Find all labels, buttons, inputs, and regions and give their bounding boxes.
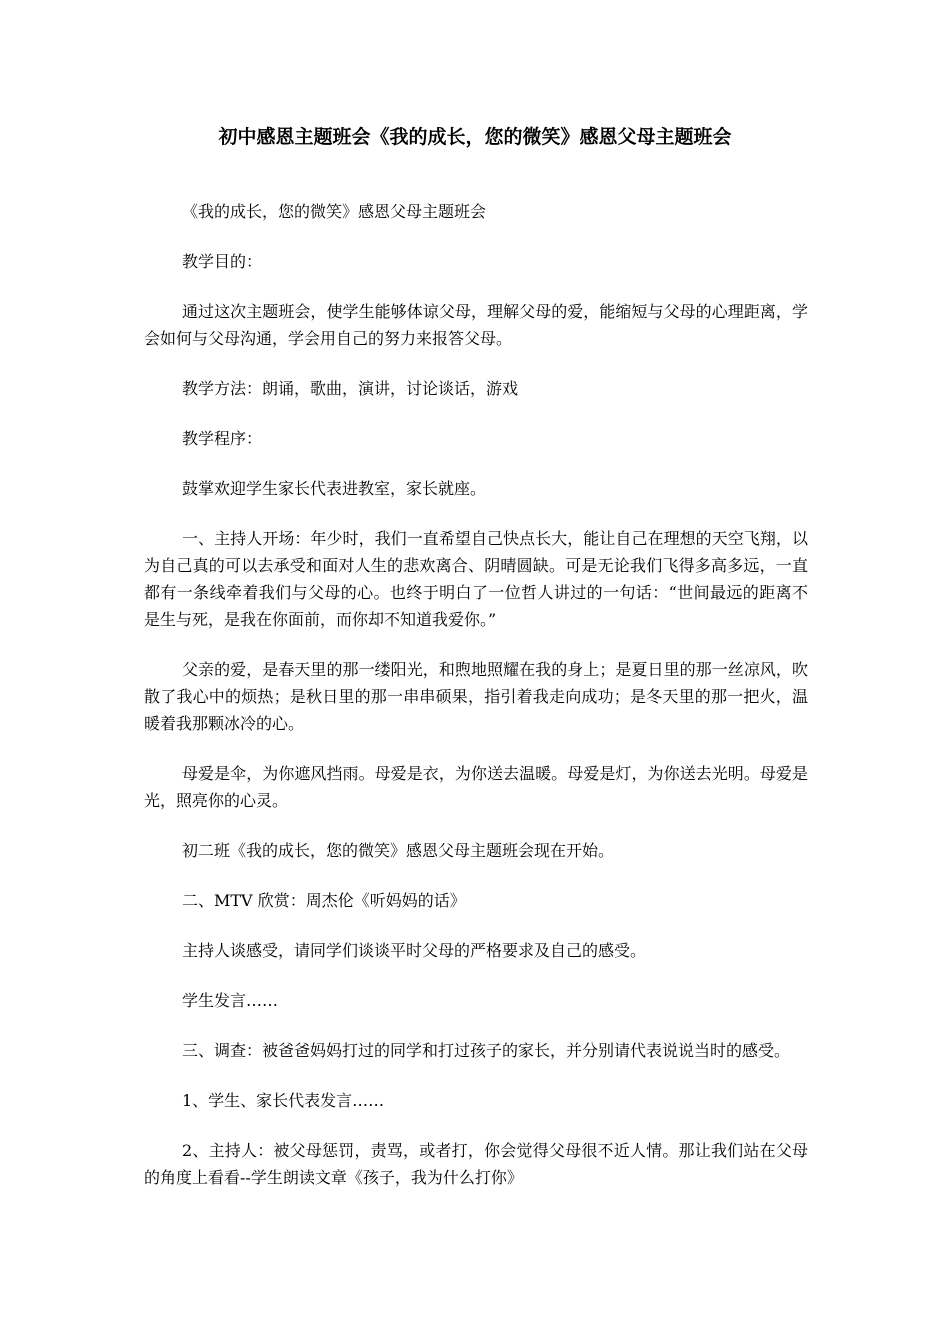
paragraph-mother-love: 母爱是伞，为你遮风挡雨。母爱是衣，为你送去温暖。母爱是灯，为你送去光明。母爱是光，照亮你的心灵。 [144, 764, 808, 810]
paragraph-methods: 教学方法：朗诵，歌曲，演讲，讨论谈话，游戏 [182, 379, 519, 398]
paragraph-procedure-heading: 教学程序： [182, 429, 263, 448]
paragraph-survey: 三、调查：被爸爸妈妈打过的同学和打过孩子的家长，并分别请代表说说当时的感受。 [182, 1041, 791, 1060]
paragraph-student-speech: 学生发言…… [182, 991, 279, 1010]
paragraph-objective: 通过这次主题班会，使学生能够体谅父母，理解父母的爱，能缩短与父母的心理距离，学会如何与父母沟通，学会用自己的努力来报答父母。 [144, 302, 808, 348]
paragraph-start: 初二班《我的成长，您的微笑》感恩父母主题班会现在开始。 [182, 841, 615, 860]
document-body [144, 198, 808, 1214]
paragraph-mtv: 二、MTV 欣赏：周杰伦《听妈妈的话》 [182, 891, 466, 910]
paragraph-objective-heading: 教学目的： [182, 252, 263, 271]
paragraph-host-opening: 一、主持人开场：年少时，我们一直希望自己快点长大，能让自己在理想的天空飞翔，以为自己真的可以去承受和面对人生的悲欢离合、阴晴圆缺。可是无论我们飞得多高多远，一直都有一条线牵着我们与父母的心。也终于明白了一位哲人讲过的一句话：“世间最远的距离不是生与死，是我在你面前，而你却不知道我爱你。” [144, 529, 808, 629]
paragraph-father-love: 父亲的爱，是春天里的那一缕阳光，和煦地照耀在我的身上；是夏日里的那一丝凉风，吹散了我心中的烦热；是秋日里的那一串串硕果，指引着我走向成功；是冬天里的那一把火，温暖着我那颗冰冷的心。 [144, 660, 808, 733]
paragraph-host-reading: 2、主持人：被父母惩罚，责骂，或者打，你会觉得父母很不近人情。那让我们站在父母的角度上看看--学生朗读文章《孩子，我为什么打你》 [144, 1141, 808, 1187]
paragraph-representatives: 1、学生、家长代表发言…… [182, 1091, 385, 1110]
paragraph-host-feelings: 主持人谈感受，请同学们谈谈平时父母的严格要求及自己的感受。 [182, 941, 647, 960]
document-title: 初中感恩主题班会《我的成长，您的微笑》感恩父母主题班会 [218, 126, 732, 148]
paragraph-subtitle: 《我的成长，您的微笑》感恩父母主题班会 [182, 202, 487, 221]
paragraph-welcome: 鼓掌欢迎学生家长代表进教室，家长就座。 [182, 479, 487, 498]
